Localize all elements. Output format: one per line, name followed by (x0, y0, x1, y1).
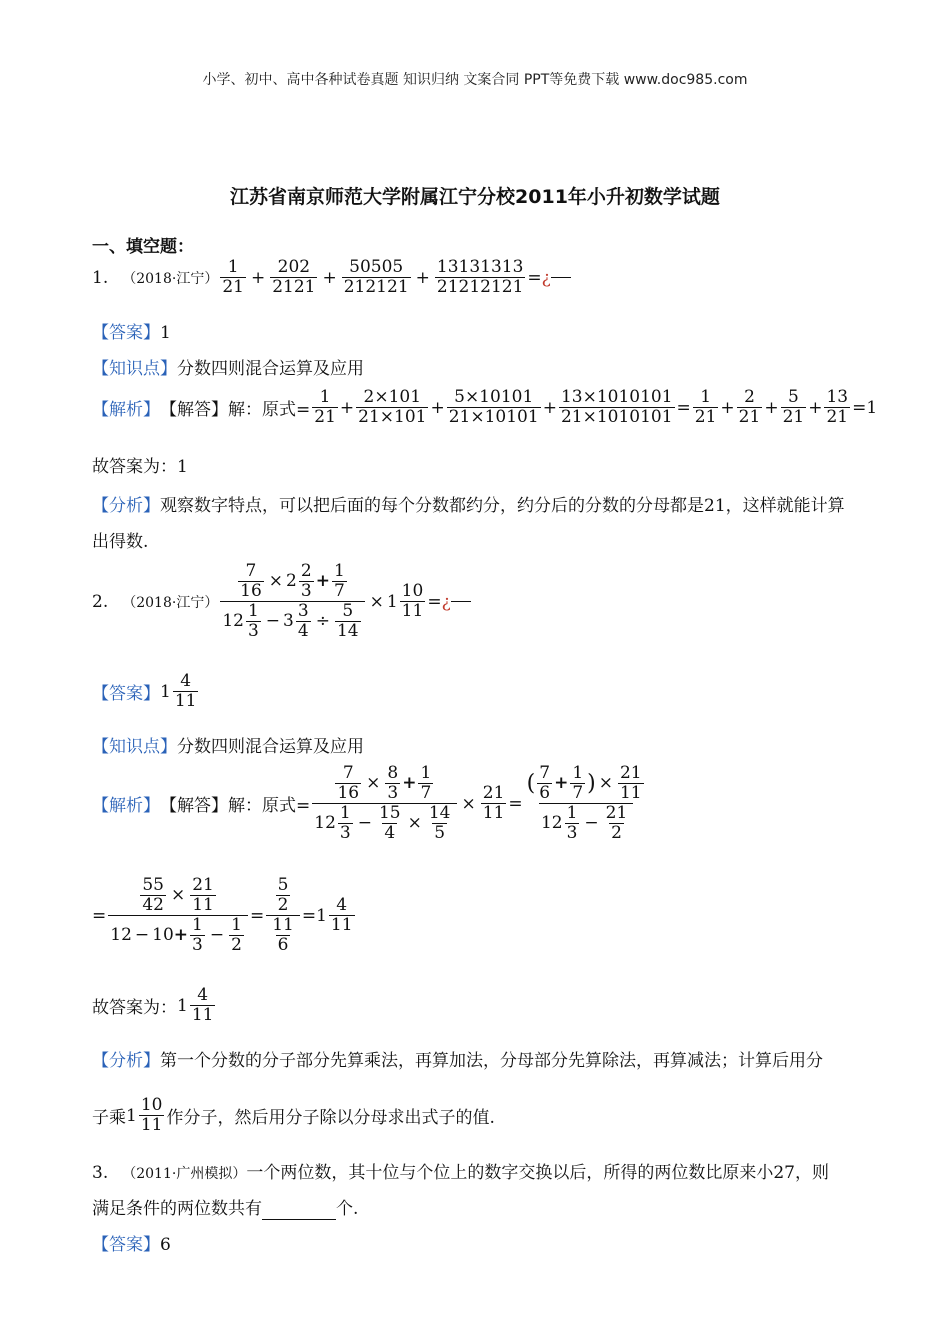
q1-knowledge: 【知识点】分数四则混合运算及应用 (92, 359, 364, 379)
q1-answer: 【答案】1 (92, 323, 171, 343)
equals-sign: = (527, 267, 542, 288)
fraction-num: 50505 (349, 257, 404, 277)
question-number: 2. (92, 591, 109, 612)
q2-solution-cont: = $\frac{55}{42}$ × $\frac{21}{11}$ 12 − 10 + $\frac{1}{3}$ − $\frac{1}{2}$ = 5 2 11 6 =1 4 11 (92, 875, 353, 955)
q2-fenxi-line1: 【分析】第一个分数的分子部分先算乘法，再算加法，分母部分先算除法，再算减法；计算后用分 (92, 1051, 823, 1071)
answer-blank (551, 277, 571, 278)
q2-answer: 【答案】 1 4 11 (92, 671, 197, 711)
q3-answer: 【答案】6 (92, 1235, 171, 1255)
fraction-den: 2121 (272, 276, 316, 297)
question-3: 3. （2011·广州模拟）一个两位数，其十位与个位上的数字交换以后，所得的两位数比原来小27，则 (92, 1163, 829, 1183)
q1-solution: 【解析】 【解答】 解：原式= $\frac{1}{21}$ + $\frac{2\times 101}{21\times 101}$ + $\frac{5\times 10101}{21\times 10101}$ + $\frac{13\times 1010101}{21\times 1010101}$ = $\frac{1}{21}$ + $\frac{2}{21}$ + $\frac{5}{21}$ + $\frac{13}{21}$ = 1 (92, 387, 878, 427)
q2-result: 故答案为： 1 4 11 (92, 985, 214, 1025)
fraction-den: 21212121 (436, 276, 524, 297)
placeholder-char: ¿ (541, 267, 551, 288)
q2-knowledge: 【知识点】分数四则混合运算及应用 (92, 737, 364, 757)
question-number: 1. (92, 267, 109, 288)
section-heading: 一、填空题： (92, 237, 194, 257)
page-header: 小学、初中、高中各种试卷真题 知识归纳 文案合同 PPT等免费下载 www.doc985.com (202, 72, 748, 88)
q1-fenxi: 【分析】观察数字特点，可以把后面的每个分数都约分，约分后的分数的分母都是21，这样就能计算出得数. (92, 496, 845, 552)
question-3-line2: 满足条件的两位数共有 个. (92, 1199, 359, 1219)
document-title: 江苏省南京师范大学附属江宁分校2011年小升初数学试题 (230, 186, 720, 208)
question-source: （2018·江宁） (122, 270, 219, 287)
fraction-den: 21 (222, 276, 244, 297)
fraction-num: 202 (277, 257, 311, 277)
plus-sign: + (250, 267, 266, 288)
answer-blank (451, 601, 471, 602)
fraction-num: 13131313 (436, 257, 524, 277)
q2-solution: 【解析】 【解答】 解：原式= $\frac{7}{16}$ × $\frac{8}{3}$ + $\frac{1}{7}$ 12 1 3 − $\frac{15}{4}$ × $\frac{14}{5}$ × $\frac{21}{11}$ = ( 7 6 + $\frac{1}{7}$ ) × $\frac{21}{11}$ 12 1 3 − $\frac{21}{2}$ (92, 763, 642, 843)
answer-blank (262, 1199, 336, 1220)
question-source: （2018·江宁） (122, 594, 219, 611)
fraction-den: 212121 (343, 276, 409, 297)
plus-sign: + (415, 267, 430, 288)
fraction-num: 1 (227, 257, 239, 277)
plus-sign: + (322, 267, 337, 288)
question-1 (92, 258, 571, 297)
q1-result: 故答案为：1 (92, 457, 188, 477)
q2-fenxi-line2: 子乘 1 10 11 作分子，然后用分子除以分母求出式子的值. (92, 1095, 495, 1135)
question-2: 2. （2018·江宁） $\frac{7}{16}$ × 2 $\frac{2}{3}$ + $\frac{1}{7}$ 12 1 3 − 3 $\frac{3}{4}$ ÷ $\frac{5}{14}$ × 1 $\frac{10}{11}$ = ¿ (92, 562, 471, 641)
